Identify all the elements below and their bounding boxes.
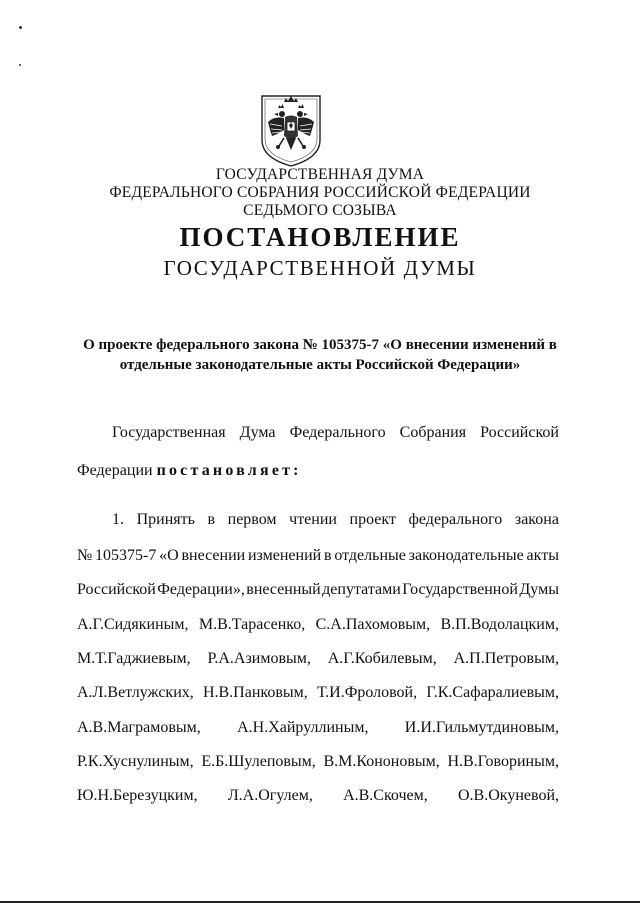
intro-line1 bbox=[112, 424, 559, 442]
deputy-name: О.В.Окуневой, bbox=[458, 787, 559, 804]
word: внесенный bbox=[246, 581, 321, 598]
subject-line1: О проекте федерального закона № 105375-7 «О внесении изменений в bbox=[83, 337, 557, 353]
word: Российской bbox=[480, 424, 559, 441]
deputy-name: А.Г.Сидякиным, bbox=[77, 616, 189, 633]
deputy-name: Г.К.Сафаралиевым, bbox=[426, 684, 559, 701]
word: в bbox=[324, 547, 332, 564]
word: Думы bbox=[519, 581, 559, 598]
word: первом bbox=[227, 511, 277, 528]
word: Федерации bbox=[77, 462, 153, 479]
word: Собрания bbox=[399, 424, 467, 441]
deputy-name: Ю.Н.Березуцким, bbox=[77, 787, 198, 804]
deputies-row bbox=[77, 787, 559, 805]
word: изменений bbox=[247, 547, 322, 564]
deputy-name: А.В.Скочем, bbox=[343, 787, 428, 804]
deputy-name: Е.Б.Шулеповым, bbox=[201, 753, 316, 770]
deputy-name: Л.А.Огулем, bbox=[227, 787, 313, 804]
word: 1. bbox=[112, 511, 124, 528]
deputy-name: С.А.Пахомовым, bbox=[315, 616, 431, 633]
deputy-name: Т.И.Фроловой, bbox=[316, 684, 418, 701]
deputy-name: А.Н.Хайруллиным, bbox=[237, 719, 369, 736]
word: проект bbox=[349, 511, 396, 528]
deputies-row bbox=[77, 753, 559, 771]
word: депутатами bbox=[322, 581, 401, 598]
word: акты bbox=[526, 547, 559, 564]
word: Государственной bbox=[402, 581, 518, 598]
deputy-name: А.П.Петровым, bbox=[453, 650, 559, 667]
header-convocation: СЕДЬМОГО СОЗЫВА bbox=[243, 202, 397, 219]
word: федерального bbox=[408, 511, 503, 528]
deputies-row bbox=[77, 650, 559, 668]
document-title: ПОСТАНОВЛЕНИЕ bbox=[179, 222, 461, 252]
word: Государственная bbox=[112, 424, 226, 441]
intro-line2 bbox=[77, 462, 302, 480]
deputy-name: Р.А.Азимовым, bbox=[207, 650, 311, 667]
coat-of-arms-emblem bbox=[258, 92, 324, 168]
word: в bbox=[207, 511, 216, 528]
word: внесении bbox=[181, 547, 246, 564]
deputy-name: А.В.Маграмовым, bbox=[77, 719, 201, 736]
deputies-row bbox=[77, 616, 559, 634]
resolves-verb: постановляет: bbox=[156, 462, 302, 479]
word: «О bbox=[159, 547, 179, 564]
deputy-name: Н.В.Говориным, bbox=[447, 753, 559, 770]
deputy-name: И.И.Гильмутдиновым, bbox=[404, 719, 559, 736]
deputy-name: В.П.Водолацким, bbox=[440, 616, 559, 633]
word: 105375-7 bbox=[95, 547, 157, 564]
word: Российской bbox=[77, 581, 156, 598]
word: Федерации», bbox=[157, 581, 245, 598]
page-bottom-edge bbox=[0, 901, 640, 903]
subject-line2: отдельные законодательные акты Российской Федерации» bbox=[119, 357, 521, 373]
deputies-row bbox=[77, 719, 559, 737]
deputy-name: М.В.Тарасенко, bbox=[198, 616, 306, 633]
word: Принять bbox=[136, 511, 195, 528]
word: № bbox=[77, 547, 93, 564]
item1-line2 bbox=[77, 547, 559, 565]
deputy-name: М.Т.Гаджиевым, bbox=[77, 650, 191, 667]
word: Федерального bbox=[289, 424, 386, 441]
header-org-line2: ФЕДЕРАЛЬНОГО СОБРАНИЯ РОССИЙСКОЙ ФЕДЕРАЦИИ bbox=[109, 184, 531, 201]
word: отдельные bbox=[334, 547, 406, 564]
word: Дума bbox=[239, 424, 276, 441]
deputy-name: В.М.Кононовым, bbox=[323, 753, 440, 770]
deputies-row bbox=[77, 684, 559, 702]
word: законодательные bbox=[408, 547, 524, 564]
word: закона bbox=[514, 511, 559, 528]
item1-line1 bbox=[112, 511, 559, 529]
item1-line3 bbox=[77, 581, 559, 599]
deputy-name: Р.К.Хуснулиным, bbox=[77, 753, 194, 770]
scan-mark bbox=[19, 26, 22, 29]
word: чтении bbox=[289, 511, 337, 528]
deputy-name: Н.В.Панковым, bbox=[202, 684, 308, 701]
deputy-name: А.Л.Ветлужских, bbox=[77, 684, 194, 701]
document-subtitle: ГОСУДАРСТВЕННОЙ ДУМЫ bbox=[163, 256, 477, 280]
deputy-name: А.Г.Кобилевым, bbox=[327, 650, 437, 667]
header-org-line1: ГОСУДАРСТВЕННАЯ ДУМА bbox=[215, 166, 425, 183]
scan-mark bbox=[19, 64, 21, 66]
